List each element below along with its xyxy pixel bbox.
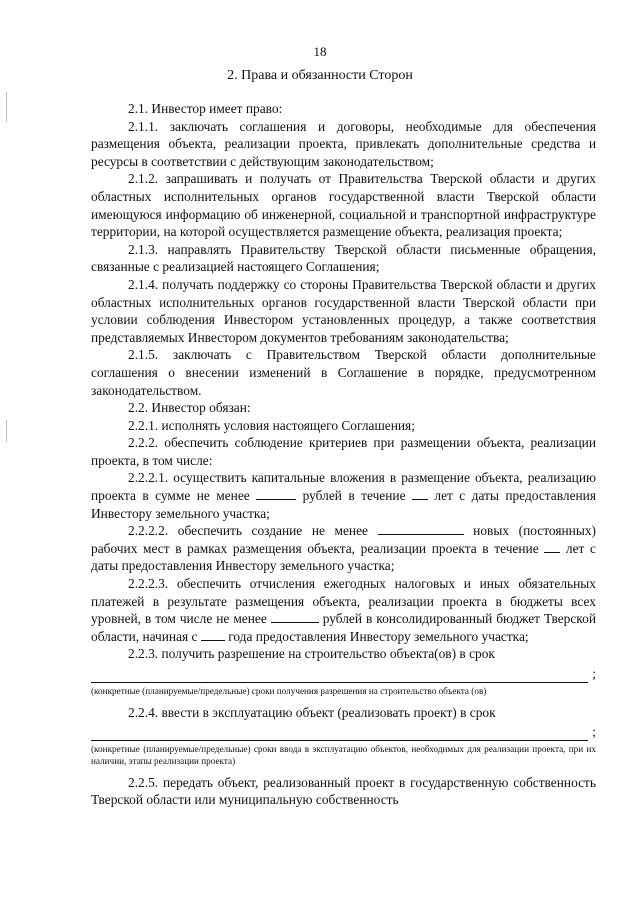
- clause-2-1: 2.1. Инвестор имеет право:: [128, 101, 283, 116]
- scan-artifact: [6, 420, 7, 442]
- clause-text: года предоставления Инвестору земельного участка;: [228, 628, 529, 644]
- clause-text: рублей в течение: [302, 488, 406, 504]
- blank-line: [412, 487, 428, 500]
- blank-line: [91, 668, 588, 683]
- clause-2-2-1: 2.2.1. исполнять условия настоящего Соглашения;: [128, 417, 415, 433]
- blank-line: [256, 487, 296, 500]
- clause-2-2-4: 2.2.4. ввести в эксплуатацию объект (реализовать проект) в срок: [128, 704, 496, 720]
- clause-2-1-1: 2.1.1. заключать соглашения и договоры, необходимые для обеспечения размещения объекта, реализации проекта, привлекать дополнительные средства и ресурсы в соответствии с действующим законодательством;: [91, 118, 596, 169]
- clause-2-2-2-2: [91, 522, 596, 575]
- clause-text: лет с даты предоставления Инвестору земельного участка;: [91, 540, 596, 574]
- semicolon: ;: [592, 666, 596, 681]
- blank-line: [378, 522, 464, 535]
- scan-artifact: [6, 92, 7, 122]
- clause-text: новых (постоянных) рабочих мест в рамках размещения объекта, реализации проекта в течение: [91, 523, 596, 556]
- clause-2-2-2-3: [91, 575, 596, 645]
- page-number: 18: [313, 44, 327, 59]
- clause-text: 2.2.2.1. осуществить капитальные вложения в размещение объекта, реализацию проекта в сумме не менее: [91, 470, 596, 504]
- clause-2-1-2: 2.1.2. запрашивать и получать от Правительства Тверской области и других областных исполнительных органов государственной власти Тверской области имеющуюся информацию об инженерной, социальной и транспортной инфраструктуре территории, на которой осуществляется размещение объекта, реализация проекта;: [91, 171, 596, 240]
- clause-2-2-5: 2.2.5. передать объект, реализованный проект в государственную собственность Тверской области или муниципальную собственность: [91, 774, 596, 808]
- fill-line-row: [91, 665, 596, 683]
- clause-2-1-3: 2.1.3. направлять Правительству Тверской области письменные обращения, связанные с реализацией настоящего Соглашения;: [91, 241, 596, 275]
- section-title: 2. Права и обязанности Сторон: [227, 68, 413, 83]
- clause-2-2-3: 2.2.3. получить разрешение на строительство объекта(ов) в срок: [128, 646, 495, 662]
- clause-2-2-2-1: [91, 469, 596, 522]
- blank-line: [271, 610, 319, 623]
- clause-text: лет с даты предоставления Инвестору земельного участка;: [91, 488, 597, 521]
- clause-2-1-5: 2.1.5. заключать с Правительством Тверской области дополнительные соглашения о внесении изменений в Соглашение в порядке, предусмотренном законодательством.: [91, 347, 596, 398]
- blank-line: [91, 726, 588, 741]
- clause-2-2-2: 2.2.2. обеспечить соблюдение критериев при размещении объекта, реализации проекта, в том числе:: [91, 435, 596, 468]
- clause-text: 2.2.2.2. обеспечить создание не менее: [128, 523, 368, 539]
- blank-line: [201, 628, 225, 641]
- field-caption: (конкретные (планируемые/предельные) сроки ввода в эксплуатацию объектов, необходимых для реализации проекта, при их наличии, этапы реализации проекта): [91, 743, 596, 766]
- semicolon: ;: [592, 724, 596, 740]
- blank-line: [544, 540, 560, 553]
- clause-2-2: 2.2. Инвестор обязан:: [128, 400, 251, 416]
- fill-line-row: [91, 723, 596, 741]
- clause-text: 2.2.2.3. обеспечить отчисления ежегодных налоговых и иных обязательных платежей в результате размещения объекта, реализации проекта в бюджеты всех уровней, в том числе не менее: [91, 576, 596, 627]
- field-caption: (конкретные (планируемые/предельные) сроки получения разрешения на строительство объекта (ов): [91, 685, 487, 696]
- clause-text: рублей в консолидированный бюджет Тверской области, начиная с: [91, 611, 596, 644]
- clause-2-1-4: 2.1.4. получать поддержку со стороны Правительства Тверской области и других областных исполнительных органов государственной власти Тверской области при условии соблюдения Инвестором установленных процедур, а также соответствия представляемых Инвестором документов требованиям законодательства;: [91, 276, 596, 345]
- document-body: [91, 100, 596, 809]
